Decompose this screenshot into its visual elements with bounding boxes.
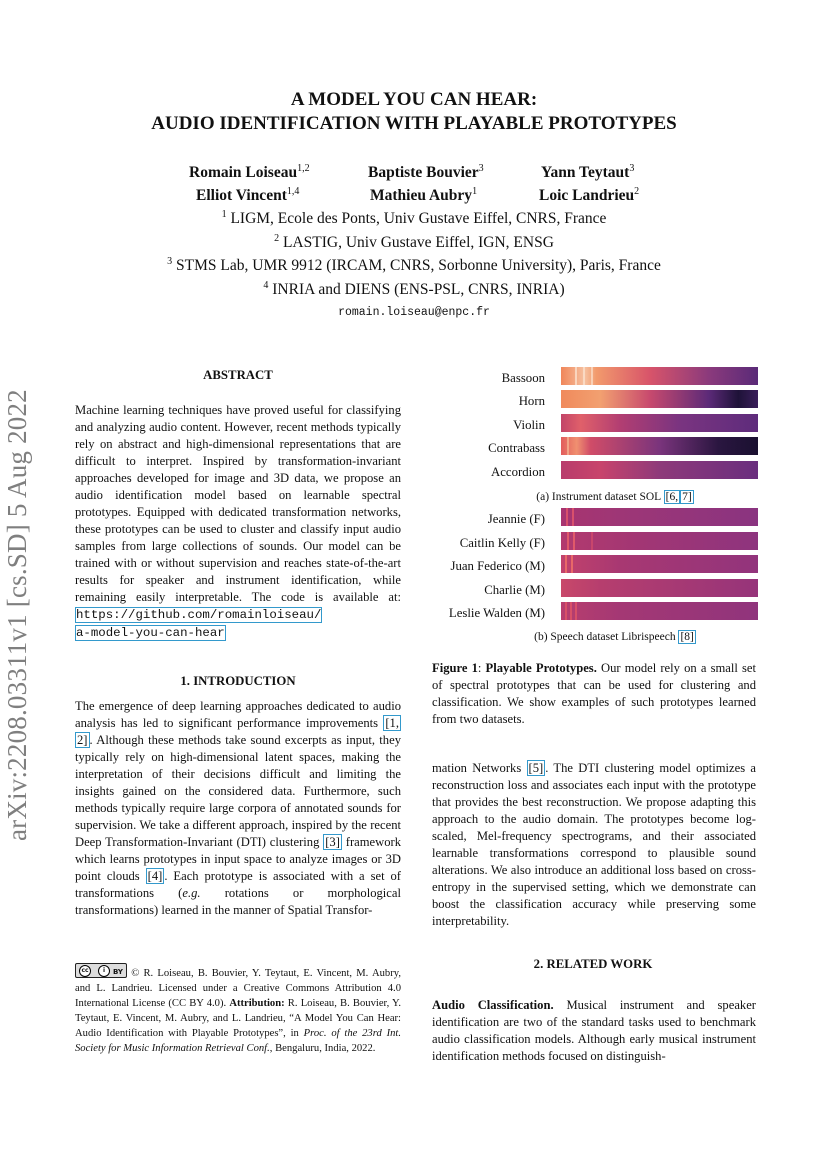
sol-label-violin: Violin (513, 418, 545, 432)
sol-label-horn: Horn (518, 394, 545, 408)
author-6: Loic Landrieu$^2$ (539, 186, 640, 205)
citation-1[interactable]: [1, (385, 716, 399, 730)
spectrogram-caitlin (561, 532, 758, 550)
spectrogram-horn (561, 390, 758, 408)
author-5: Mathieu Aubry$^1$ (370, 186, 478, 205)
citation-6[interactable]: [6, (665, 491, 679, 503)
citation-3[interactable]: [3] (325, 835, 340, 849)
spectrogram-accordion (561, 461, 758, 479)
spectrogram-leslie (561, 602, 758, 620)
subcaption-b: (b) Speech dataset Librispeech [8] (534, 631, 694, 643)
title-line-2: AUDIO IDENTIFICATION WITH PLAYABLE PROTOTYPES (151, 113, 677, 134)
citation-4[interactable]: [4] (147, 869, 163, 883)
spectrogram-violin (561, 414, 758, 432)
sol-label-bassoon: Bassoon (501, 371, 545, 385)
author-4: Elliot Vincent$^{1,4}$ (196, 186, 300, 205)
author-2: Baptiste Bouvier$^3$ (368, 163, 484, 182)
code-link[interactable]: https://github.com/romainloiseau/ a-model-you-can-hear (76, 608, 322, 640)
speech-label-juan: Juan Federico (M) (450, 559, 545, 573)
speech-label-charlie: Charlie (M) (484, 583, 545, 597)
speech-label-jeannie: Jeannie (F) (487, 512, 545, 526)
title-line-1: A MODEL YOU CAN HEAR: (290, 89, 538, 110)
spectrogram-bassoon (561, 367, 758, 385)
citation-7[interactable]: 7] (682, 491, 692, 503)
spectrogram-charlie (561, 579, 758, 597)
license-footnote: cc i BY © R. Loiseau, B. Bouvier, Y. Teytaut, E. Vincent, M. Aubry, and L. Landrieu. Licensed under a Creative Commons Attribution 4.0 International License (CC BY 4.0). Attribution: R. Loiseau, B. Bouvier, Y. Teytaut, E. Vincent, M. Aubry, and L. Landrieu, “A Model You Can Hear: Audio Identification with Playable Prototypes”, in Proc. of the 23rd Int. Society for Music Information Retrieval Conf., Bengaluru, India, 2022. (75, 963, 401, 1056)
paper-title (0, 88, 828, 136)
spectrogram-juan (561, 555, 758, 573)
speech-label-caitlin: Caitlin Kelly (F) (459, 536, 545, 550)
abstract-heading: ABSTRACT (203, 368, 273, 382)
author-3: Yann Teytaut$^3$ (541, 163, 635, 182)
right-column-text: mation Networks [5] . The DTI clustering model optimizes a reconstruction loss and associates each input with the prototype that provides the best reconstruction. We propose adapting this approach to the audio domain. The prototypes become log-scaled, Mel-frequency spectrograms, and their associated learnable transformations correspond to plausible sound alterations. We also introduce an additional loss based on cross-entropy in the supervised setting, which we demonstrate can boost the classification accuracy while preserving some interpretability. (432, 761, 756, 928)
cc-license-icon: cc i BY (75, 963, 127, 978)
author-1: Romain Loiseau$^{1,2}$ (189, 163, 310, 182)
affiliation-4: $^4$ INRIA and DIENS (ENS-PSL, CNRS, INRIA) (263, 280, 565, 299)
figure-1 (425, 367, 765, 657)
sol-label-contrabass: Contrabass (488, 441, 545, 455)
speech-label-leslie: Leslie Walden (M) (448, 606, 545, 620)
intro-heading: 1. INTRODUCTION (180, 674, 296, 688)
citation-2[interactable]: 2] (77, 733, 88, 747)
subcaption-a: (a) Instrument dataset SOL [6, 7] (536, 491, 692, 503)
spectrogram-contrabass (561, 437, 758, 455)
affiliation-2: $^2$ LASTIG, Univ Gustave Eiffel, IGN, ENSG (274, 233, 554, 252)
intro-text: The emergence of deep learning approaches dedicated to audio analysis has led to significant performance improvements [1, 2] . Although these methods take sound excerpts as input, they typically rely on high-dimensional latent spaces, making the interpretation of their decisions difficult and limiting the insights gained on the considered data. Furthermore, such methods typically require large corpora of annotated sounds for supervision. We take a different approach, inspired by the recent Deep Transformation-Invariant (DTI) clustering [3] framework which learns prototypes in input space to analyze images or 3D point clouds [4] . Each prototype is associated with a set of transformations (e.g. rotations or morphological transformations) learned in the manner of Spatial Transfor- (75, 699, 401, 917)
figure-1-caption: Figure 1: Playable Prototypes. Our model rely on a small set of spectral prototypes that can be used for clustering and classification. We show examples of such prototypes learned from two datasets. (432, 661, 756, 726)
abstract-text: Machine learning techniques have proved useful for classifying and analyzing audio content. However, recent methods typically rely on abstract and high-dimensional representations that are difficult to interpret. Inspired by transformation-invariant approaches developed for image and 3D data, we propose an audio identification model based on learnable spectral prototypes. Equipped with dedicated transformation networks, these prototypes can be used to cluster and classify input audio samples from large collections of sounds. Our model can be trained with or without supervision and reaches state-of-the-art results for speaker and instrument identification, while remaining easily interpretable. The code is available at: https://github.com/romainloiseau/ a-model-you-can-hear (75, 403, 401, 640)
spectrogram-jeannie (561, 508, 758, 526)
arxiv-sidebar-stamp: arXiv:2208.03311v1 [cs.SD] 5 Aug 2022 (2, 389, 32, 841)
affiliation-3: $^3$ STMS Lab, UMR 9912 (IRCAM, CNRS, Sorbonne University), Paris, France (167, 256, 661, 275)
contact-email: romain.loiseau@enpc.fr (338, 306, 490, 319)
sol-label-accordion: Accordion (490, 465, 545, 479)
related-work-heading: 2. RELATED WORK (533, 957, 653, 971)
affiliation-1: $^1$ LIGM, Ecole des Ponts, Univ Gustave Eiffel, CNRS, France (221, 209, 607, 228)
citation-5[interactable]: [5] (528, 761, 544, 775)
citation-8[interactable]: [8] (680, 631, 694, 643)
related-work-text: Audio Classification. Musical instrument and speaker identification are two of the standard tasks used to benchmark audio classification models. Although early musical instrument identification methods focused on distinguish- (432, 998, 756, 1063)
